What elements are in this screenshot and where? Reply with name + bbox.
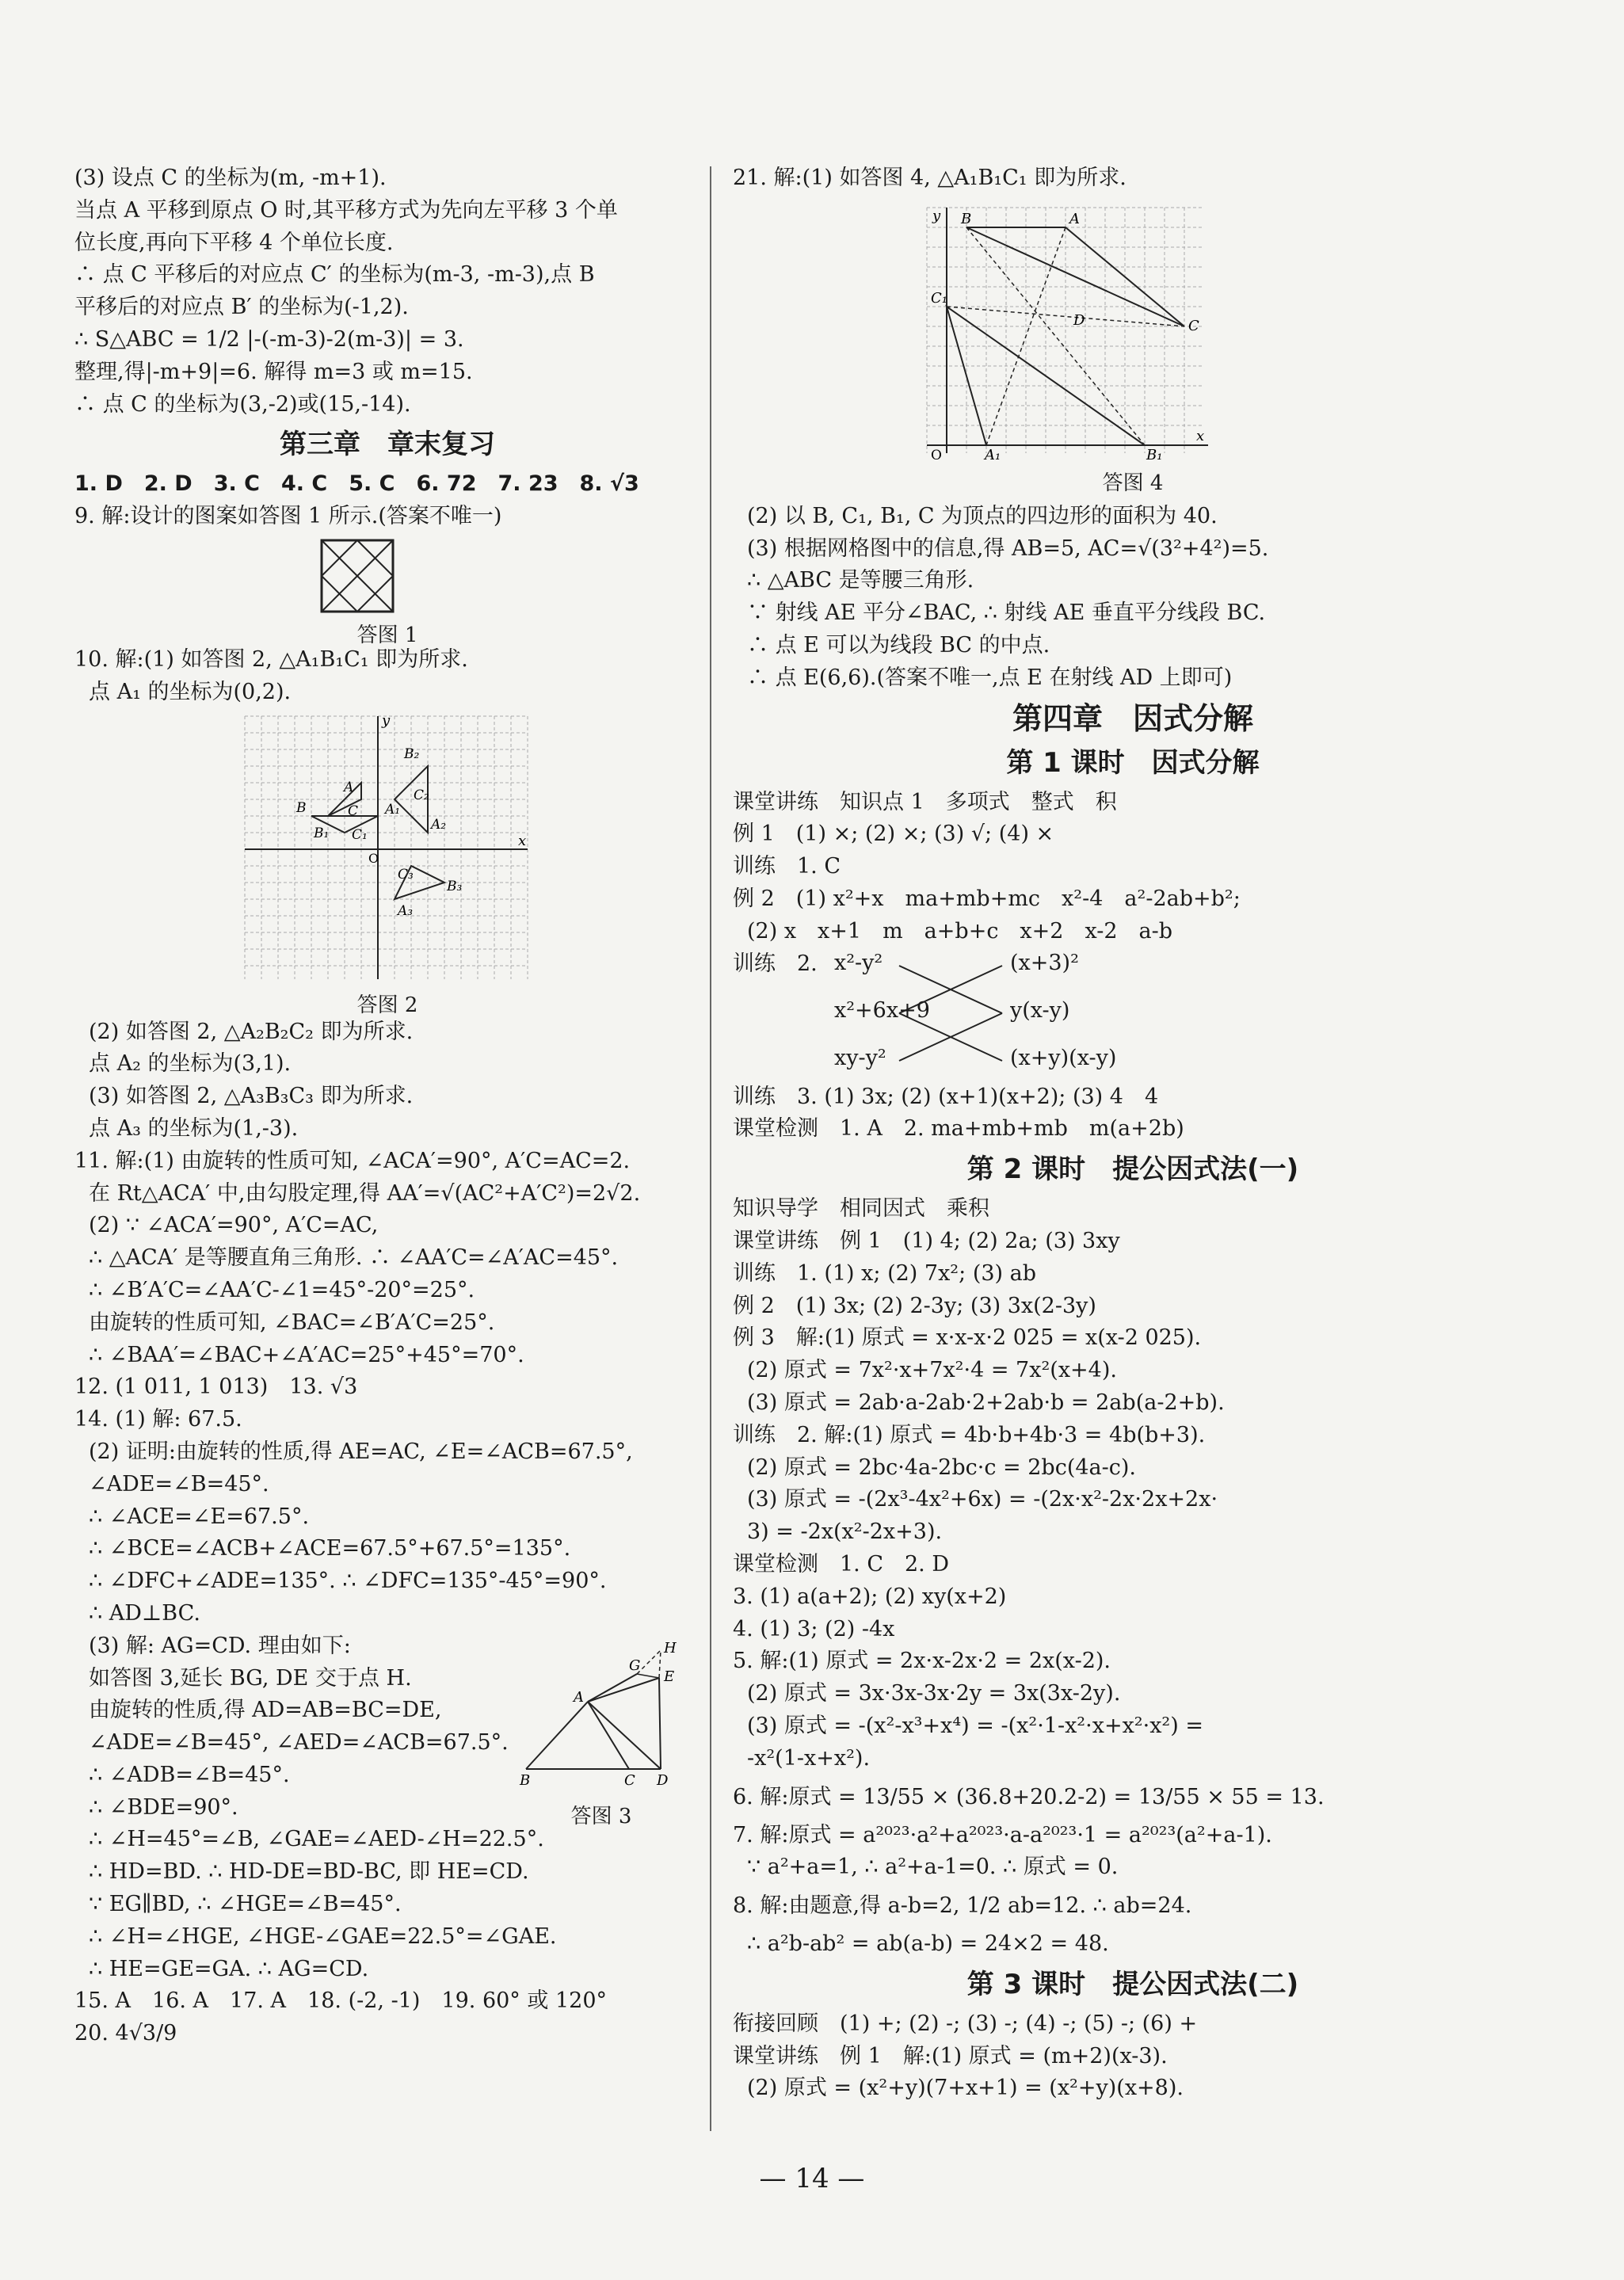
answer-line: ∠ADE=∠B=45°, ∠AED=∠ACB=67.5°. [89,1730,509,1756]
left-column [74,162,700,2050]
svg-text:G: G [629,1657,641,1674]
answer-line: 课堂检测 1. A 2. ma+mb+mb m(a+2b) [733,1116,1184,1142]
answer-line: (2) 原式 = 2bc·4a-2bc·c = 2bc(4a-c). [747,1455,1137,1480]
answer-line: 点 A₃ 的坐标为(1,-3). [89,1115,299,1141]
svg-text:D: D [1073,311,1085,329]
figure-2-caption: 答图 2 [356,993,418,1017]
svg-text:x: x [518,832,527,849]
answer-line: 课堂讲练 例 1 (1) 4; (2) 2a; (3) 3xy [733,1228,1120,1253]
answer-line: -x²(1-x+x²). [747,1745,871,1771]
svg-text:A: A [574,1688,584,1706]
answer-line: 21. 解:(1) 如答图 4, △A₁B₁C₁ 即为所求. [733,166,1127,190]
svg-text:A₃: A₃ [398,902,414,919]
answer-line: ∴ ∠ACE=∠E=67.5°. [89,1504,310,1529]
svg-text:C: C [348,803,359,819]
lesson1-heading: 第 1 课时 因式分解 [1006,746,1260,779]
match-left-1: x²-y² [834,950,883,975]
answer-line: 由旋转的性质可知, ∠BAC=∠B′A′C=25°. [89,1310,495,1335]
answer-line: ∴ △ACA′ 是等腰直角三角形. ∴ ∠AA′C=∠A′AC=45°. [89,1245,619,1271]
answer-line: 20. 4√3/9 [74,2021,177,2046]
answer-line: 3. (1) a(a+2); (2) xy(x+2) [733,1584,1007,1609]
answer-line: 6. 解:原式 = 13/55 × (36.8+20.2-2) = 13/55 × 55 = 13. [733,1784,1325,1809]
svg-text:B: B [961,210,972,227]
svg-text:A: A [1069,210,1080,227]
answer-line: 7. 解:原式 = a²⁰²³·a²+a²⁰²³·a-a²⁰²³·1 = a²⁰²³(a²+a-1). [733,1822,1272,1847]
svg-text:x: x [1196,427,1205,444]
answer-line: 1. D 2. D 3. C 4. C 5. C 6. 72 7. 23 8. √3 [74,471,639,497]
answer-line: 训练 3. (1) 3x; (2) (x+1)(x+2); (3) 4 4 [733,1084,1159,1109]
answer-line: (2) 原式 = 3x·3x-3x·2y = 3x(3x-2y). [747,1681,1121,1706]
answer-line: ∴ HE=GE=GA. ∴ AG=CD. [89,1956,369,1981]
text-line: 整理,得|-m+9|=6. 解得 m=3 或 m=15. [74,359,473,384]
svg-text:A₁: A₁ [385,801,401,818]
svg-text:C₃: C₃ [398,866,414,883]
match-right-3: (x+y)(x-y) [1010,1045,1117,1070]
svg-text:C₁: C₁ [352,826,368,843]
svg-text:C: C [1188,317,1199,334]
answer-line: (3) 原式 = -(x²-x³+x⁴) = -(x²·1-x²·x+x²·x²) = [747,1713,1203,1738]
answer-line: 在 Rt△ACA′ 中,由勾股定理,得 AA′=√(AC²+A′C²)=2√2. [89,1180,641,1206]
text-line: 平移后的对应点 B′ 的坐标为(-1,2). [74,295,409,320]
answer-line: ∵ EG∥BD, ∴ ∠HGE=∠B=45°. [89,1892,402,1917]
svg-text:B₃: B₃ [447,878,463,894]
answer-line: 课堂检测 1. C 2. D [733,1551,949,1577]
answer-line: 12. (1 011, 1 013) 13. √3 [74,1374,358,1400]
figure-4-grid-drawing [733,198,1533,463]
lesson2-heading: 第 2 课时 提公因式法(一) [966,1153,1299,1186]
svg-text:B₂: B₂ [404,745,420,762]
text-line: (3) 设点 C 的坐标为(m, -m+1). [74,166,387,190]
svg-text:A: A [344,779,354,795]
answer-line: 训练 2. 解:(1) 原式 = 4b·b+4b·3 = 4b(b+3). [733,1422,1206,1447]
svg-text:y: y [382,711,391,729]
text-line: 当点 A 平移到原点 O 时,其平移方式为先向左平移 3 个单 [74,197,618,223]
figure-3 [518,1622,700,1828]
answer-line: 知识导学 相同因式 乘积 [733,1196,989,1222]
answer-line: ∴ ∠BDE=90°. [89,1794,238,1820]
answer-line: 如答图 3,延长 BG, DE 交于点 H. [89,1665,412,1691]
answer-line: ∴ ∠ADB=∠B=45°. [89,1762,290,1787]
svg-text:O: O [368,850,379,866]
answer-line: 训练 1. (1) x; (2) 7x²; (3) ab [733,1260,1037,1286]
answer-line: ∴ ∠DFC+∠ADE=135°. ∴ ∠DFC=135°-45°=90°. [89,1569,607,1594]
page-number: — 14 — [759,2163,865,2194]
answer-line: 课堂讲练 知识点 1 多项式 整式 积 [733,789,1117,814]
svg-text:B₁: B₁ [1146,446,1163,463]
match-left-3: xy-y² [834,1045,886,1070]
answer-line: 例 3 解:(1) 原式 = x·x-x·2 025 = x(x-2 025). [733,1325,1202,1351]
text-line: 位长度,再向下平移 4 个单位长度. [74,230,394,255]
answer-line: 例 2 (1) 3x; (2) 2-3y; (3) 3x(2-3y) [733,1293,1096,1318]
answer-line: 11. 解:(1) 由旋转的性质可知, ∠ACA′=90°, A′C=AC=2. [74,1148,631,1173]
figure-1-caption: 答图 1 [356,623,418,647]
figure-1 [74,536,700,647]
figure-1-drawing [74,536,700,616]
match-right-2: y(x-y) [1010,997,1070,1023]
svg-text:A₂: A₂ [431,816,447,833]
answer-line: 衔接回顾 (1) +; (2) -; (3) -; (4) -; (5) -; (6) + [733,2011,1198,2036]
svg-text:O: O [931,447,942,463]
figure-3-caption: 答图 3 [570,1804,632,1828]
svg-text:y: y [932,207,941,224]
answer-line: ∴ ∠H=∠HGE, ∠HGE-∠GAE=22.5°=∠GAE. [89,1924,557,1949]
answer-line: ∴ AD⊥BC. [89,1600,200,1626]
answer-line: ∴ 点 E(6,6).(答案不唯一,点 E 在射线 AD 上即可) [747,665,1233,690]
answer-line: (2) 原式 = (x²+y)(7+x+1) = (x²+y)(x+8). [747,2076,1184,2101]
answer-line: ∵ 射线 AE 平分∠BAC, ∴ 射线 AE 垂直平分线段 BC. [747,601,1266,626]
lesson3-heading: 第 3 课时 提公因式法(二) [966,1968,1299,2000]
match-left-2: x²+6x+9 [834,997,930,1023]
answer-line: 点 A₂ 的坐标为(3,1). [89,1051,292,1077]
problem-3-solution [74,162,700,421]
answer-line: (2) 原式 = 7x²·x+7x²·4 = 7x²(x+4). [747,1358,1117,1383]
figure-3-drawing [518,1622,700,1797]
figure-2-grid-drawing [74,712,700,986]
answer-line: ∴ HD=BD. ∴ HD-DE=BD-BC, 即 HE=CD. [89,1859,529,1885]
figure-4-caption: 答图 4 [1102,471,1164,495]
answer-line: 训练 2. [733,951,818,976]
answer-line: 3) = -2x(x²-2x+3). [747,1519,943,1545]
text-line: ∴ 点 C 平移后的对应点 C′ 的坐标为(m-3, -m-3),点 B [74,262,595,288]
svg-text:A₁: A₁ [985,446,1001,463]
answer-line: 5. 解:(1) 原式 = 2x·x-2x·2 = 2x(x-2). [733,1649,1111,1674]
answer-line: 9. 解:设计的图案如答图 1 所示.(答案不唯一) [74,504,502,529]
answer-line: 例 2 (1) x²+x ma+mb+mc x²-4 a²-2ab+b²; [733,886,1241,911]
answer-line: (2) 如答图 2, △A₂B₂C₂ 即为所求. [89,1019,414,1044]
answer-line: 4. (1) 3; (2) -4x [733,1616,895,1641]
answer-line: (3) 解: AG=CD. 理由如下: [89,1633,351,1658]
answer-line: ∵ a²+a=1, ∴ a²+a-1=0. ∴ 原式 = 0. [747,1855,1119,1880]
svg-text:B: B [520,1771,531,1789]
answer-line: 14. (1) 解: 67.5. [74,1407,242,1432]
figure-4 [733,198,1533,498]
answer-line: 8. 解:由题意,得 a-b=2, 1/2 ab=12. ∴ ab=24. [733,1893,1192,1919]
figure-2 [74,711,700,1017]
answer-line: ∴ △ABC 是等腰三角形. [747,568,974,593]
answer-line: 训练 1. C [733,854,841,879]
answer-line: ∴ 点 E 可以为线段 BC 的中点. [747,632,1050,658]
answer-line: (2) ∵ ∠ACA′=90°, A′C=AC, [89,1213,379,1238]
answer-line: (2) x x+1 m a+b+c x+2 x-2 a-b [747,918,1173,944]
answer-line: 15. A 16. A 17. A 18. (-2, -1) 19. 60° 或 120° [74,1988,607,2014]
answer-line: ∴ ∠H=45°=∠B, ∠GAE=∠AED-∠H=22.5°. [89,1827,544,1852]
answer-line: 点 A₁ 的坐标为(0,2). [89,679,292,704]
problem-14-part3 [74,1630,700,1828]
answer-line: 例 1 (1) ×; (2) ×; (3) √; (4) × [733,822,1054,847]
answer-line: (3) 原式 = 2ab·a-2ab·2+2ab·b = 2ab(a-2+b). [747,1390,1225,1415]
match-right-1: (x+3)² [1010,950,1079,975]
answer-line: (3) 如答图 2, △A₃B₃C₃ 即为所求. [89,1084,414,1109]
svg-text:C₁: C₁ [931,289,947,307]
svg-text:H: H [664,1639,677,1657]
matching-exercise [733,948,1533,1081]
text-line: ∴ S△ABC = 1/2 |-(-m-3)-2(m-3)| = 3. [74,326,464,352]
answer-line: 课堂讲练 例 1 解:(1) 原式 = (m+2)(x-3). [733,2043,1168,2068]
svg-text:B₁: B₁ [314,825,330,841]
svg-text:D: D [657,1771,669,1789]
answer-line: ∴ ∠BCE=∠ACB+∠ACE=67.5°+67.5°=135°. [89,1536,571,1561]
column-divider [710,166,711,2131]
answer-line: ∴ ∠B′A′C=∠AA′C-∠1=45°-20°=25°. [89,1277,475,1302]
answer-line: ∠ADE=∠B=45°. [89,1471,269,1496]
svg-text:C: C [624,1771,635,1789]
chapter4-heading: 第四章 因式分解 [1012,700,1253,736]
text-line: ∴ 点 C 的坐标为(3,-2)或(15,-14). [74,391,411,417]
svg-text:B: B [296,799,307,816]
answer-line: ∴ a²b-ab² = ab(a-b) = 24×2 = 48. [747,1931,1109,1957]
svg-text:C₂: C₂ [414,787,429,803]
right-column [733,162,1533,2105]
answer-line: 10. 解:(1) 如答图 2, △A₁B₁C₁ 即为所求. [74,646,468,672]
answer-line: 由旋转的性质,得 AD=AB=BC=DE, [89,1698,442,1723]
svg-text:E: E [664,1668,675,1685]
answer-line: (2) 以 B, C₁, B₁, C 为顶点的四边形的面积为 40. [747,503,1218,528]
answer-line: (2) 证明:由旋转的性质,得 AE=AC, ∠E=∠ACB=67.5°, [89,1439,633,1464]
answer-line: (3) 根据网格图中的信息,得 AB=5, AC=√(3²+4²)=5. [747,536,1269,561]
answer-line: ∴ ∠BAA′=∠BAC+∠A′AC=25°+45°=70°. [89,1342,524,1367]
answer-line: (3) 原式 = -(2x³-4x²+6x) = -(2x·x²-2x·2x+2x· [747,1487,1218,1512]
chapter3-review-heading: 第三章 章末复习 [280,429,495,461]
